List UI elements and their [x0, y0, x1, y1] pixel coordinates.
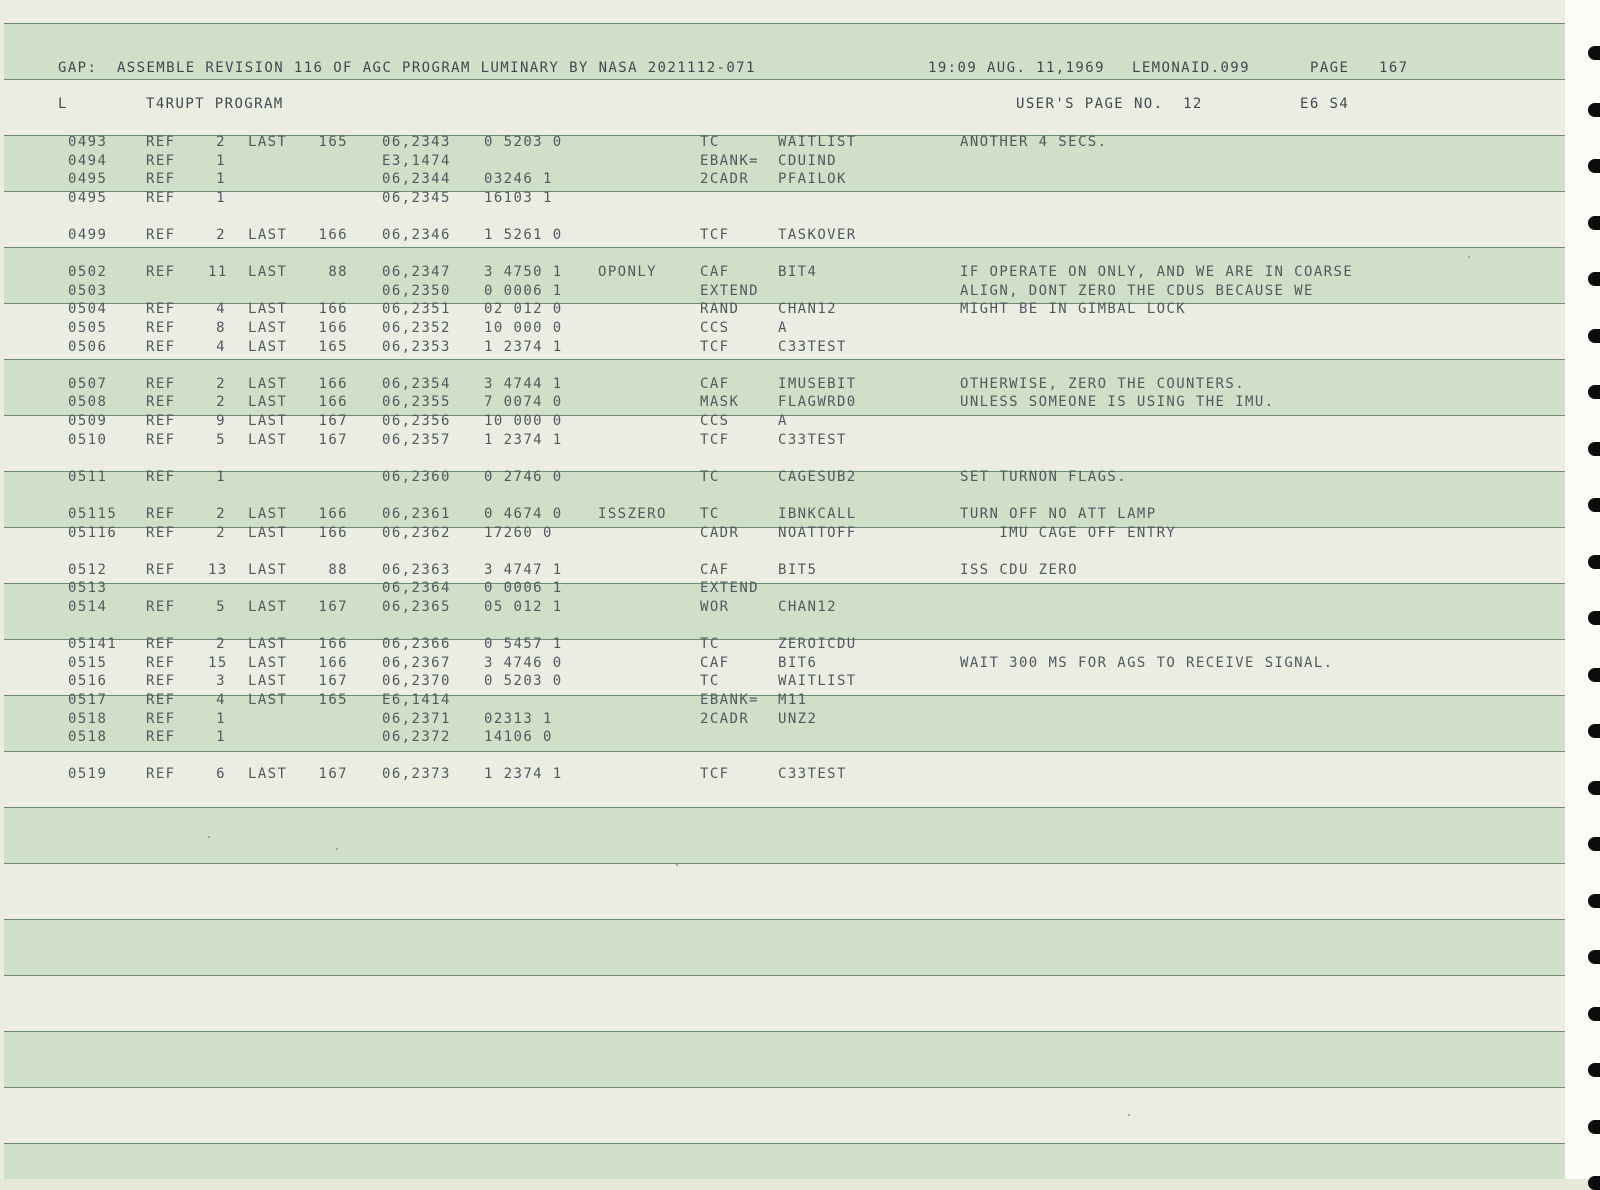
listing-word: 14106 0 [484, 729, 553, 746]
listing-word: 16103 1 [484, 189, 553, 206]
listing-line: 05115 [68, 506, 118, 522]
listing-comment: OTHERWISE, ZERO THE COUNTERS. [960, 375, 1246, 392]
listing-ref: REF [146, 673, 176, 690]
listing-line: 0512 [68, 561, 108, 578]
feed-hole [1588, 498, 1600, 512]
listing-op: TC [700, 468, 720, 485]
listing-ref: REF [146, 766, 176, 783]
feed-hole [1588, 46, 1600, 60]
green-bar [4, 1144, 1565, 1179]
listing-word: 1 2374 1 [484, 766, 563, 783]
header-page-number: 167 [1379, 60, 1409, 76]
listing-operand: WAITLIST [778, 673, 857, 690]
listing-address: 06,2371 [382, 710, 451, 727]
listing-op: TC [700, 506, 720, 522]
listing-count: 3 [216, 673, 226, 690]
listing-op: RAND [700, 301, 740, 318]
listing-op: TC [700, 673, 720, 690]
listing-operand: CHAN12 [778, 301, 837, 318]
listing-operand: UNZ2 [778, 710, 818, 727]
listing-page: 166 [318, 654, 348, 671]
band-rule [4, 79, 1565, 80]
listing-ref: REF [146, 468, 176, 485]
paper-speck [676, 864, 678, 866]
listing-last: LAST [248, 431, 288, 448]
listing-last: LAST [248, 654, 288, 671]
feed-hole [1588, 837, 1600, 851]
listing-word: 0 2746 0 [484, 468, 563, 485]
listing-address: 06,2360 [382, 468, 451, 485]
listing-count: 1 [216, 729, 226, 746]
listing-line: 0515 [68, 654, 108, 671]
listing-last: LAST [248, 692, 288, 708]
listing-line: 0511 [68, 468, 108, 485]
listing-page: 166 [318, 636, 348, 653]
listing-operand: NOATTOFF [778, 524, 857, 541]
listing-address: 06,2345 [382, 189, 451, 206]
listing-operand: WAITLIST [778, 134, 857, 150]
listing-address: 06,2350 [382, 282, 451, 299]
listing-operand: M11 [778, 692, 808, 708]
listing-last: LAST [248, 506, 288, 522]
listing-page: 167 [318, 766, 348, 783]
listing-op: TCF [700, 338, 730, 355]
listing-op: EBANK= [700, 152, 759, 169]
listing-count: 2 [216, 394, 226, 411]
listing-page: 167 [318, 413, 348, 429]
listing-ref: REF [146, 227, 176, 243]
listing-address: 06,2366 [382, 636, 451, 653]
listing-ref: REF [146, 561, 176, 578]
listing-address: 06,2363 [382, 561, 451, 578]
listing-address: E3,1474 [382, 152, 451, 169]
feed-hole [1588, 1007, 1600, 1021]
listing-count: 2 [216, 134, 226, 150]
listing-page: 166 [318, 301, 348, 318]
listing-count: 2 [216, 636, 226, 653]
listing-page: 167 [318, 599, 348, 615]
header-title: GAP: ASSEMBLE REVISION 116 OF AGC PROGRAM LUMINARY BY NASA 2021112-071 [58, 60, 756, 76]
listing-op: TCF [700, 227, 730, 243]
listing-page: 165 [318, 134, 348, 150]
listing-count: 5 [216, 431, 226, 448]
feed-hole [1588, 1176, 1600, 1190]
listing-word: 0 0006 1 [484, 282, 563, 299]
listing-address: 06,2361 [382, 506, 451, 522]
listing-line: 0505 [68, 320, 108, 336]
listing-operand: BIT6 [778, 654, 818, 671]
listing-op: 2CADR [700, 171, 750, 188]
listing-word: 17260 0 [484, 524, 553, 541]
listing-count: 4 [216, 692, 226, 708]
listing-last: LAST [248, 673, 288, 690]
listing-line: 0508 [68, 394, 108, 411]
listing-operand: TASKOVER [778, 227, 857, 243]
listing-operand: FLAGWRD0 [778, 394, 857, 411]
listing-address: 06,2352 [382, 320, 451, 336]
listing-page: 167 [318, 673, 348, 690]
listing-word: 0 5457 1 [484, 636, 563, 653]
listing-comment: WAIT 300 MS FOR AGS TO RECEIVE SIGNAL. [960, 654, 1334, 671]
listing-op: TC [700, 134, 720, 150]
user-page: USER'S PAGE NO. 12 [1016, 96, 1203, 112]
listing-address: 06,2364 [382, 580, 451, 597]
band-rule [4, 1031, 1565, 1032]
listing-page: 167 [318, 431, 348, 448]
listing-op: TC [700, 636, 720, 653]
listing-address: 06,2353 [382, 338, 451, 355]
listing-op: CADR [700, 524, 740, 541]
listing-word: 3 4747 1 [484, 561, 563, 578]
listing-op: TCF [700, 766, 730, 783]
listing-ref: REF [146, 375, 176, 392]
feed-hole [1588, 1063, 1600, 1077]
listing-word: 3 4744 1 [484, 375, 563, 392]
header-timestamp: 19:09 AUG. 11,1969 [928, 60, 1105, 76]
listing-line: 0504 [68, 301, 108, 318]
listing-word: 10 000 0 [484, 320, 563, 336]
listing-line: 0509 [68, 413, 108, 429]
listing-ref: REF [146, 599, 176, 615]
band-rule [4, 863, 1565, 864]
listing-operand: BIT5 [778, 561, 818, 578]
paper-speck [1468, 256, 1470, 258]
green-bar [4, 1032, 1565, 1088]
listing-word: 1 5261 0 [484, 227, 563, 243]
listing-address: 06,2357 [382, 431, 451, 448]
listing-word: 02 012 0 [484, 301, 563, 318]
listing-address: 06,2365 [382, 599, 451, 615]
listing-page: 88 [328, 264, 348, 281]
listing-word: 3 4746 0 [484, 654, 563, 671]
listing-line: 0513 [68, 580, 108, 597]
listing-line: 0506 [68, 338, 108, 355]
listing-comment: TURN OFF NO ATT LAMP [960, 506, 1157, 522]
feed-hole [1588, 159, 1600, 173]
listing-op: EBANK= [700, 692, 759, 708]
listing-last: LAST [248, 561, 288, 578]
feed-hole [1588, 950, 1600, 964]
listing-line: 0518 [68, 729, 108, 746]
green-bar [4, 808, 1565, 864]
listing-word: 7 0074 0 [484, 394, 563, 411]
listing-op: CAF [700, 375, 730, 392]
listing-comment: SET TURNON FLAGS. [960, 468, 1128, 485]
listing-count: 1 [216, 171, 226, 188]
listing-word: 0 4674 0 [484, 506, 563, 522]
listing-comment: UNLESS SOMEONE IS USING THE IMU. [960, 394, 1275, 411]
listing-line: 0499 [68, 227, 108, 243]
listing-address: 06,2356 [382, 413, 451, 429]
listing-count: 2 [216, 506, 226, 522]
feed-hole [1588, 103, 1600, 117]
listing-ref: REF [146, 152, 176, 169]
listing-page: 165 [318, 692, 348, 708]
listing-ref: REF [146, 134, 176, 150]
listing-line: 05116 [68, 524, 118, 541]
listing-ref: REF [146, 413, 176, 429]
listing-op: TCF [700, 431, 730, 448]
listing-line: 0510 [68, 431, 108, 448]
listing-line: 0503 [68, 282, 108, 299]
listing-address: 06,2346 [382, 227, 451, 243]
band-rule [4, 23, 1565, 24]
listing-ref: REF [146, 189, 176, 206]
listing-count: 4 [216, 338, 226, 355]
listing-word: 02313 1 [484, 710, 553, 727]
listing-count: 6 [216, 766, 226, 783]
listing-ref: REF [146, 729, 176, 746]
listing-comment: ALIGN, DONT ZERO THE CDUS BECAUSE WE [960, 282, 1314, 299]
listing-last: LAST [248, 636, 288, 653]
listing-last: LAST [248, 375, 288, 392]
listing-count: 2 [216, 524, 226, 541]
band-rule [4, 247, 1565, 248]
listing-page: 166 [318, 506, 348, 522]
listing-address: 06,2351 [382, 301, 451, 318]
listing-count: 13 [208, 561, 228, 578]
listing-page: 166 [318, 227, 348, 243]
listing-operand: IBNKCALL [778, 506, 857, 522]
paper-speck [1128, 1114, 1130, 1116]
listing-op: CCS [700, 413, 730, 429]
listing-comment: IF OPERATE ON ONLY, AND WE ARE IN COARSE [960, 264, 1354, 281]
listing-op: CAF [700, 264, 730, 281]
feed-hole [1588, 781, 1600, 795]
listing-line: 0516 [68, 673, 108, 690]
feed-hole [1588, 216, 1600, 230]
listing-address: 06,2362 [382, 524, 451, 541]
listing-operand: C33TEST [778, 431, 847, 448]
band-rule [4, 359, 1565, 360]
feed-hole [1588, 329, 1600, 343]
band-rule [4, 807, 1565, 808]
listing-line: 0493 [68, 134, 108, 150]
listing-ref: REF [146, 394, 176, 411]
listing-word: 0 5203 0 [484, 134, 563, 150]
listing-ref: REF [146, 524, 176, 541]
listing-address: 06,2355 [382, 394, 451, 411]
listing-last: LAST [248, 320, 288, 336]
listing-address: 06,2344 [382, 171, 451, 188]
listing-page: 166 [318, 375, 348, 392]
listing-count: 8 [216, 320, 226, 336]
listing-ref: REF [146, 506, 176, 522]
listing-line: 0495 [68, 189, 108, 206]
listing-last: LAST [248, 227, 288, 243]
band-rule [4, 583, 1565, 584]
listing-line: 0518 [68, 710, 108, 727]
listing-last: LAST [248, 766, 288, 783]
listing-operand: C33TEST [778, 766, 847, 783]
feed-hole [1588, 555, 1600, 569]
listing-word: 1 2374 1 [484, 431, 563, 448]
listing-count: 1 [216, 710, 226, 727]
listing-operand: A [778, 320, 788, 336]
listing-op: WOR [700, 599, 730, 615]
listing-op: 2CADR [700, 710, 750, 727]
listing-page: 166 [318, 524, 348, 541]
listing-page: 165 [318, 338, 348, 355]
listing-label: ISSZERO [598, 506, 667, 522]
listing-count: 2 [216, 375, 226, 392]
listing-last: LAST [248, 264, 288, 281]
listing-op: EXTEND [700, 282, 759, 299]
listing-page: 88 [328, 561, 348, 578]
listing-operand: ZEROICDU [778, 636, 857, 653]
listing-word: 03246 1 [484, 171, 553, 188]
feed-hole [1588, 442, 1600, 456]
listing-ref: REF [146, 654, 176, 671]
listing-last: LAST [248, 338, 288, 355]
listing-page: 166 [318, 320, 348, 336]
listing-line: 05141 [68, 636, 118, 653]
feed-hole [1588, 668, 1600, 682]
listing-count: 4 [216, 301, 226, 318]
listing-operand: IMUSEBIT [778, 375, 857, 392]
listing-count: 1 [216, 189, 226, 206]
listing-line: 0514 [68, 599, 108, 615]
listing-ref: REF [146, 431, 176, 448]
listing-last: LAST [248, 134, 288, 150]
listing-address: E6,1414 [382, 692, 451, 708]
listing-ref: REF [146, 301, 176, 318]
feed-hole [1588, 385, 1600, 399]
listing-last: LAST [248, 413, 288, 429]
listing-count: 15 [208, 654, 228, 671]
green-bar [4, 920, 1565, 976]
tractor-feed-edge [1565, 0, 1600, 1179]
listing-label: OPONLY [598, 264, 657, 281]
listing-address: 06,2373 [382, 766, 451, 783]
listing-word: 05 012 1 [484, 599, 563, 615]
listing-operand: BIT4 [778, 264, 818, 281]
listing-address: 06,2372 [382, 729, 451, 746]
listing-line: 0507 [68, 375, 108, 392]
listing-line: 0517 [68, 692, 108, 708]
listing-ref: REF [146, 264, 176, 281]
listing-word: 10 000 0 [484, 413, 563, 429]
listing-op: MASK [700, 394, 740, 411]
listing-word: 1 2374 1 [484, 338, 563, 355]
band-rule [4, 1087, 1565, 1088]
listing-count: 2 [216, 227, 226, 243]
listing-operand: C33TEST [778, 338, 847, 355]
listing-comment: ISS CDU ZERO [960, 561, 1078, 578]
listing-count: 5 [216, 599, 226, 615]
feed-hole [1588, 611, 1600, 625]
listing-last: LAST [248, 301, 288, 318]
listing-address: 06,2370 [382, 673, 451, 690]
listing-comment: IMU CAGE OFF ENTRY [960, 524, 1177, 541]
listing-ref: REF [146, 320, 176, 336]
listing-op: CCS [700, 320, 730, 336]
listing-operand: CAGESUB2 [778, 468, 857, 485]
listing-ref: REF [146, 710, 176, 727]
listing-line: 0494 [68, 152, 108, 169]
listing-last: LAST [248, 524, 288, 541]
listing-ref: REF [146, 636, 176, 653]
log-letter: L [58, 96, 68, 112]
program-name: T4RUPT PROGRAM [146, 96, 284, 112]
listing-line: 0519 [68, 766, 108, 783]
listing-op: EXTEND [700, 580, 759, 597]
listing-count: 11 [208, 264, 228, 281]
header-page-label: PAGE [1310, 60, 1350, 76]
listing-op: CAF [700, 654, 730, 671]
listing-ref: REF [146, 171, 176, 188]
listing-operand: CDUIND [778, 152, 837, 169]
listing-count: 9 [216, 413, 226, 429]
listing-ref: REF [146, 338, 176, 355]
bank-info: E6 S4 [1300, 96, 1350, 112]
listing-count: 1 [216, 468, 226, 485]
feed-hole [1588, 724, 1600, 738]
listing-last: LAST [248, 394, 288, 411]
band-rule [4, 191, 1565, 192]
listing-count: 1 [216, 152, 226, 169]
listing-address: 06,2347 [382, 264, 451, 281]
band-rule [4, 975, 1565, 976]
listing-line: 0502 [68, 264, 108, 281]
listing-operand: CHAN12 [778, 599, 837, 615]
feed-hole [1588, 272, 1600, 286]
listing-word: 3 4750 1 [484, 264, 563, 281]
band-rule [4, 919, 1565, 920]
listing-op: CAF [700, 561, 730, 578]
paper-speck [336, 848, 338, 850]
listing-comment: ANOTHER 4 SECS. [960, 134, 1108, 150]
listing-word: 0 0006 1 [484, 580, 563, 597]
listing-address: 06,2343 [382, 134, 451, 150]
listing-ref: REF [146, 692, 176, 708]
listing-line: 0495 [68, 171, 108, 188]
band-rule [4, 751, 1565, 752]
paper-speck [208, 836, 210, 838]
header-listing: LEMONAID.099 [1132, 60, 1250, 76]
listing-page: 166 [318, 394, 348, 411]
listing-operand: A [778, 413, 788, 429]
listing-last: LAST [248, 599, 288, 615]
feed-hole [1588, 1120, 1600, 1134]
listing-word: 0 5203 0 [484, 673, 563, 690]
band-rule [4, 1143, 1565, 1144]
listing-address: 06,2367 [382, 654, 451, 671]
feed-hole [1588, 894, 1600, 908]
listing-address: 06,2354 [382, 375, 451, 392]
listing-operand: PFAILOK [778, 171, 847, 188]
listing-comment: MIGHT BE IN GIMBAL LOCK [960, 301, 1187, 318]
